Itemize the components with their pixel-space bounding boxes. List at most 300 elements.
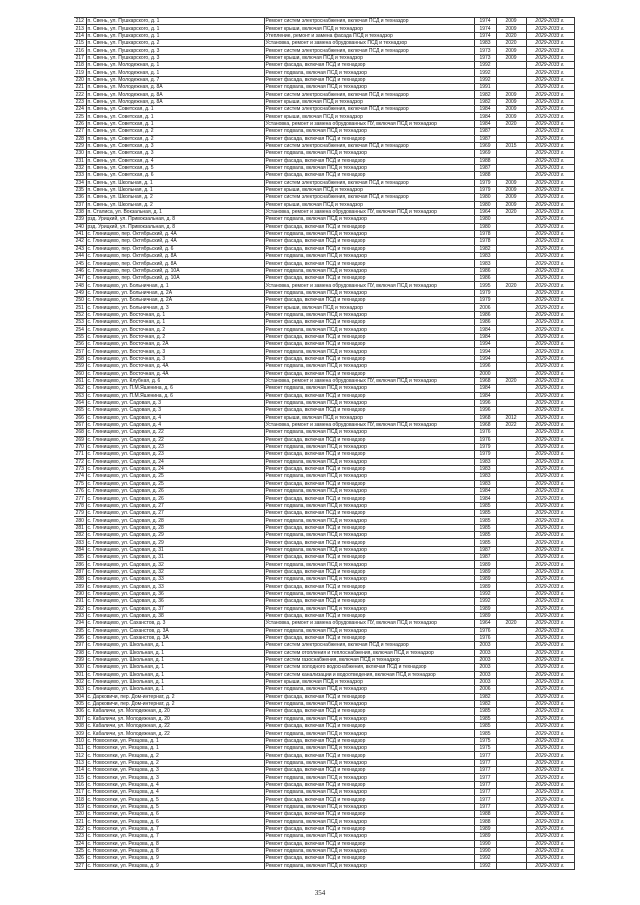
- address-cell: п. Свень, ул. Советская, д. 1: [86, 113, 264, 120]
- work-type-cell: Ремонт фасада, включая ПСД и технадзор: [264, 840, 474, 847]
- build-year-cell: 2000: [474, 370, 496, 377]
- row-number: 216: [74, 47, 86, 54]
- planned-period-cell: 2029-2033 г.: [526, 598, 574, 605]
- build-year-cell: 1984: [474, 333, 496, 340]
- address-cell: с. Глинищево, ул. Садовая, д. 36: [86, 598, 264, 605]
- build-year-cell: 1975: [474, 745, 496, 752]
- last-repair-year-cell: [496, 135, 526, 142]
- build-year-cell: 1995: [474, 282, 496, 289]
- planned-period-cell: 2029-2033 г.: [526, 216, 574, 223]
- row-number: 255: [74, 333, 86, 340]
- table-row: [74, 634, 574, 641]
- build-year-cell: 1994: [474, 348, 496, 355]
- table-row: [74, 803, 574, 810]
- address-cell: п. Свень, ул. Молодежная, д. 7: [86, 76, 264, 83]
- planned-period-cell: 2029-2033 г.: [526, 737, 574, 744]
- last-repair-year-cell: [496, 833, 526, 840]
- address-cell: п. Свень, ул. Пушкарского, д. 3: [86, 54, 264, 61]
- table-row: [74, 532, 574, 539]
- table-row: [74, 862, 574, 869]
- work-type-cell: Ремонт фасада, включая ПСД и технадзор: [264, 275, 474, 282]
- last-repair-year-cell: [496, 311, 526, 318]
- build-year-cell: 1982: [474, 245, 496, 252]
- row-number: 225: [74, 113, 86, 120]
- last-repair-year-cell: [496, 451, 526, 458]
- address-cell: с. Глинищево, пер. Октябрьский, д. 8А: [86, 260, 264, 267]
- row-number: 279: [74, 510, 86, 517]
- address-cell: рзд. Урицкий, ул. Привокзальная, д. 8: [86, 216, 264, 223]
- table-row: [74, 554, 574, 561]
- address-cell: с. Глинищево, ул. Восточная, д. 4А: [86, 363, 264, 370]
- planned-period-cell: 2029-2033 г.: [526, 840, 574, 847]
- work-type-cell: Ремонт фасада, включая ПСД и технадзор: [264, 737, 474, 744]
- last-repair-year-cell: [496, 561, 526, 568]
- build-year-cell: 1969: [474, 150, 496, 157]
- work-type-cell: Ремонт фасада, включая ПСД и технадзор: [264, 781, 474, 788]
- table-row: [74, 730, 574, 737]
- last-repair-year-cell: [496, 465, 526, 472]
- last-repair-year-cell: 2009: [496, 186, 526, 193]
- planned-period-cell: 2029-2033 г.: [526, 223, 574, 230]
- table-row: [74, 524, 574, 531]
- table-row: [74, 473, 574, 480]
- table-row: [74, 620, 574, 627]
- row-number: 270: [74, 443, 86, 450]
- last-repair-year-cell: [496, 576, 526, 583]
- address-cell: с. Новоселки, ул. Резцова, д. 6: [86, 811, 264, 818]
- address-cell: с. Глинищево, ул. Садовая, д. 32: [86, 561, 264, 568]
- table-row: [74, 135, 574, 142]
- address-cell: п. Свень, ул. Школьная, д. 2: [86, 201, 264, 208]
- last-repair-year-cell: [496, 774, 526, 781]
- last-repair-year-cell: [496, 443, 526, 450]
- build-year-cell: 1984: [474, 120, 496, 127]
- work-type-cell: Утепление, ремонт и замена фасада ПСД и технадзор: [264, 32, 474, 39]
- row-number: 326: [74, 855, 86, 862]
- build-year-cell: 2003: [474, 649, 496, 656]
- table-row: [74, 774, 574, 781]
- work-type-cell: Ремонт подвала, включая ПСД и технадзор: [264, 348, 474, 355]
- build-year-cell: 1987: [474, 554, 496, 561]
- planned-period-cell: 2029-2033 г.: [526, 583, 574, 590]
- build-year-cell: 1984: [474, 488, 496, 495]
- row-number: 234: [74, 179, 86, 186]
- build-year-cell: 1977: [474, 796, 496, 803]
- row-number: 318: [74, 796, 86, 803]
- last-repair-year-cell: 2009: [496, 194, 526, 201]
- planned-period-cell: 2029-2033 г.: [526, 54, 574, 61]
- planned-period-cell: 2029-2033 г.: [526, 208, 574, 215]
- work-type-cell: Ремонт подвала, включая ПСД и технадзор: [264, 150, 474, 157]
- row-number: 226: [74, 120, 86, 127]
- table-row: [74, 69, 574, 76]
- planned-period-cell: 2029-2033 г.: [526, 311, 574, 318]
- planned-period-cell: 2029-2033 г.: [526, 150, 574, 157]
- planned-period-cell: 2029-2033 г.: [526, 723, 574, 730]
- build-year-cell: 1989: [474, 576, 496, 583]
- work-type-cell: Ремонт фасада, включая ПСД и технадзор: [264, 855, 474, 862]
- table-row: [74, 833, 574, 840]
- work-type-cell: Ремонт подвала, включая ПСД и технадзор: [264, 311, 474, 318]
- table-row: [74, 245, 574, 252]
- row-number: 278: [74, 502, 86, 509]
- last-repair-year-cell: [496, 796, 526, 803]
- address-cell: п. Свень, ул. Советская, д. 3: [86, 150, 264, 157]
- row-number: 301: [74, 671, 86, 678]
- row-number: 212: [74, 18, 86, 25]
- table-row: [74, 208, 574, 215]
- address-cell: с. Глинищево, ул. Садовая, д. 24: [86, 458, 264, 465]
- last-repair-year-cell: [496, 267, 526, 274]
- build-year-cell: 1985: [474, 532, 496, 539]
- table-row: [74, 267, 574, 274]
- last-repair-year-cell: [496, 289, 526, 296]
- address-cell: с. Глинищево, ул. Садовая, д. 33: [86, 583, 264, 590]
- build-year-cell: 1988: [474, 172, 496, 179]
- address-cell: с. Глинищево, ул. Садовая, д. 4: [86, 421, 264, 428]
- table-row: [74, 186, 574, 193]
- build-year-cell: 1973: [474, 54, 496, 61]
- build-year-cell: 1982: [474, 693, 496, 700]
- address-cell: п. Свень, ул. Пушкарского, д. 2: [86, 40, 264, 47]
- planned-period-cell: 2029-2033 г.: [526, 862, 574, 869]
- address-cell: п. Свень, ул. Школьная, д. 2: [86, 194, 264, 201]
- work-type-cell: Ремонт подвала, включая ПСД и технадзор: [264, 627, 474, 634]
- build-year-cell: 1996: [474, 363, 496, 370]
- build-year-cell: 1973: [474, 47, 496, 54]
- build-year-cell: 1992: [474, 62, 496, 69]
- build-year-cell: 1977: [474, 789, 496, 796]
- row-number: 214: [74, 32, 86, 39]
- last-repair-year-cell: [496, 76, 526, 83]
- row-number: 313: [74, 759, 86, 766]
- planned-period-cell: 2029-2033 г.: [526, 590, 574, 597]
- work-type-cell: Ремонт фасада, включая ПСД и технадзор: [264, 355, 474, 362]
- table-row: [74, 737, 574, 744]
- last-repair-year-cell: 2009: [496, 98, 526, 105]
- row-number: 274: [74, 473, 86, 480]
- last-repair-year-cell: [496, 649, 526, 656]
- last-repair-year-cell: 2012: [496, 414, 526, 421]
- work-type-cell: Ремонт подвала, включая ПСД и технадзор: [264, 561, 474, 568]
- last-repair-year-cell: 2020: [496, 32, 526, 39]
- row-number: 265: [74, 407, 86, 414]
- address-cell: с. Глинищево, ул. Восточная, д. 4А: [86, 370, 264, 377]
- planned-period-cell: 2029-2033 г.: [526, 289, 574, 296]
- address-cell: с. Глинищево, пер. Октябрьский, д. 10А: [86, 275, 264, 282]
- last-repair-year-cell: [496, 656, 526, 663]
- row-number: 249: [74, 289, 86, 296]
- table-row: [74, 370, 574, 377]
- last-repair-year-cell: [496, 583, 526, 590]
- address-cell: с. Глинищево, ул. Восточная, д. 2: [86, 333, 264, 340]
- address-cell: с. Глинищево, ул. Садовая, д. 27: [86, 502, 264, 509]
- table-row: [74, 796, 574, 803]
- address-cell: с. Новоселки, ул. Резцова, д. 7: [86, 825, 264, 832]
- planned-period-cell: 2029-2033 г.: [526, 693, 574, 700]
- address-cell: с. Глинищево, пер. Октябрьский, д. 4А: [86, 238, 264, 245]
- build-year-cell: 1985: [474, 502, 496, 509]
- work-type-cell: Ремонт подвала, включая ПСД и технадзор: [264, 230, 474, 237]
- last-repair-year-cell: [496, 745, 526, 752]
- planned-period-cell: 2029-2033 г.: [526, 576, 574, 583]
- address-cell: с. Новоселки, ул. Резцова, д. 3: [86, 767, 264, 774]
- build-year-cell: 1977: [474, 781, 496, 788]
- table-row: [74, 671, 574, 678]
- build-year-cell: 1985: [474, 539, 496, 546]
- build-year-cell: 1968: [474, 421, 496, 428]
- last-repair-year-cell: [496, 363, 526, 370]
- address-cell: с. Глинищево, ул. Саханстов, д. 3: [86, 620, 264, 627]
- last-repair-year-cell: [496, 598, 526, 605]
- build-year-cell: 1984: [474, 392, 496, 399]
- row-number: 312: [74, 752, 86, 759]
- build-year-cell: 1987: [474, 128, 496, 135]
- row-number: 294: [74, 620, 86, 627]
- row-number: 316: [74, 781, 86, 788]
- work-type-cell: Ремонт крыши, включая ПСД и технадзор: [264, 98, 474, 105]
- last-repair-year-cell: [496, 341, 526, 348]
- row-number: 258: [74, 355, 86, 362]
- table-row: [74, 230, 574, 237]
- table-row: [74, 488, 574, 495]
- last-repair-year-cell: [496, 554, 526, 561]
- last-repair-year-cell: [496, 304, 526, 311]
- address-cell: с. Глинищево, ул. Садовая, д. 27: [86, 510, 264, 517]
- last-repair-year-cell: [496, 164, 526, 171]
- work-type-cell: Ремонт фасада, включая ПСД и технадзор: [264, 157, 474, 164]
- build-year-cell: 1985: [474, 723, 496, 730]
- last-repair-year-cell: [496, 407, 526, 414]
- last-repair-year-cell: [496, 605, 526, 612]
- last-repair-year-cell: [496, 642, 526, 649]
- address-cell: с. Глинищево, ул. Садовая, д. 31: [86, 546, 264, 553]
- address-cell: п. Свень, ул. Пушкарского, д. 3: [86, 47, 264, 54]
- table-row: [74, 377, 574, 384]
- address-cell: с. Глинищево, ул. Школьная, д. 1: [86, 678, 264, 685]
- last-repair-year-cell: [496, 458, 526, 465]
- address-cell: с. Глинищево, ул. Восточная, д. 3: [86, 355, 264, 362]
- work-type-cell: Ремонт подвала, включая ПСД и технадзор: [264, 399, 474, 406]
- work-type-cell: Ремонт фасада, включая ПСД и технадзор: [264, 539, 474, 546]
- planned-period-cell: 2029-2033 г.: [526, 355, 574, 362]
- build-year-cell: 1976: [474, 436, 496, 443]
- address-cell: п. Свень, ул. Молодежная, д. 1: [86, 62, 264, 69]
- planned-period-cell: 2029-2033 г.: [526, 546, 574, 553]
- last-repair-year-cell: [496, 737, 526, 744]
- table-row: [74, 781, 574, 788]
- planned-period-cell: 2029-2033 г.: [526, 671, 574, 678]
- last-repair-year-cell: 2015: [496, 142, 526, 149]
- row-number: 310: [74, 737, 86, 744]
- work-type-cell: Ремонт фасада, включая ПСД и технадзор: [264, 612, 474, 619]
- planned-period-cell: 2029-2033 г.: [526, 458, 574, 465]
- work-type-cell: Ремонт подвала, включая ПСД и технадзор: [264, 847, 474, 854]
- work-type-cell: Ремонт подвала, включая ПСД и технадзор: [264, 700, 474, 707]
- work-type-cell: Ремонт подвала, включая ПСД и технадзор: [264, 789, 474, 796]
- work-type-cell: Ремонт подвала, включая ПСД и технадзор: [264, 745, 474, 752]
- row-number: 303: [74, 686, 86, 693]
- last-repair-year-cell: [496, 781, 526, 788]
- planned-period-cell: 2029-2033 г.: [526, 164, 574, 171]
- row-number: 300: [74, 664, 86, 671]
- last-repair-year-cell: [496, 524, 526, 531]
- build-year-cell: 1974: [474, 18, 496, 25]
- work-type-cell: Ремонт фасада, включая ПСД и технадзор: [264, 554, 474, 561]
- address-cell: п. Свень, ул. Пушкарского, д. 1: [86, 18, 264, 25]
- row-number: 299: [74, 656, 86, 663]
- planned-period-cell: 2029-2033 г.: [526, 113, 574, 120]
- last-repair-year-cell: [496, 825, 526, 832]
- work-type-cell: Ремонт систем электроснабжения, включая ПСД и технадзор: [264, 47, 474, 54]
- work-type-cell: Ремонт фасада, включая ПСД и технадзор: [264, 436, 474, 443]
- work-type-cell: Ремонт систем электроснабжения, включая ПСД и технадзор: [264, 642, 474, 649]
- table-row: [74, 517, 574, 524]
- row-number: 290: [74, 590, 86, 597]
- address-cell: с. Кабаличи, ул. Молодежная, д. 22: [86, 723, 264, 730]
- row-number: 315: [74, 774, 86, 781]
- table-row: [74, 855, 574, 862]
- build-year-cell: 2006: [474, 686, 496, 693]
- row-number: 276: [74, 488, 86, 495]
- last-repair-year-cell: [496, 473, 526, 480]
- last-repair-year-cell: [496, 333, 526, 340]
- planned-period-cell: 2029-2033 г.: [526, 267, 574, 274]
- work-type-cell: Ремонт подвала, включая ПСД и технадзор: [264, 473, 474, 480]
- table-row: [74, 355, 574, 362]
- row-number: 305: [74, 700, 86, 707]
- table-row: [74, 319, 574, 326]
- table-row: [74, 723, 574, 730]
- planned-period-cell: 2029-2033 г.: [526, 120, 574, 127]
- work-type-cell: Ремонт фасада, включая ПСД и технадзор: [264, 767, 474, 774]
- build-year-cell: 1989: [474, 605, 496, 612]
- planned-period-cell: 2029-2033 г.: [526, 480, 574, 487]
- address-cell: с. Глинищево, ул. Садовая, д. 23: [86, 451, 264, 458]
- build-year-cell: 1986: [474, 275, 496, 282]
- last-repair-year-cell: [496, 708, 526, 715]
- last-repair-year-cell: [496, 348, 526, 355]
- row-number: 288: [74, 576, 86, 583]
- build-year-cell: 1976: [474, 429, 496, 436]
- row-number: 320: [74, 811, 86, 818]
- work-type-cell: Ремонт систем газоснабжения, включая ПСД и технадзор: [264, 656, 474, 663]
- address-cell: п. Свень, ул. Советская, д. 2: [86, 135, 264, 142]
- last-repair-year-cell: [496, 803, 526, 810]
- row-number: 295: [74, 627, 86, 634]
- work-type-cell: Ремонт фасада, включая ПСД и технадзор: [264, 524, 474, 531]
- work-type-cell: Ремонт фасада, включая ПСД и технадзор: [264, 319, 474, 326]
- table-row: [74, 561, 574, 568]
- work-type-cell: Ремонт фасада, включая ПСД и технадзор: [264, 333, 474, 340]
- address-cell: с. Глинищево, ул. Садовая, д. 26: [86, 495, 264, 502]
- table-row: [74, 120, 574, 127]
- table-row: [74, 715, 574, 722]
- build-year-cell: 1980: [474, 194, 496, 201]
- address-cell: с. Кабаличи, ул. Молодежная, д. 22: [86, 730, 264, 737]
- table-row: [74, 98, 574, 105]
- build-year-cell: 1979: [474, 451, 496, 458]
- last-repair-year-cell: 2009: [496, 25, 526, 32]
- planned-period-cell: 2029-2033 г.: [526, 282, 574, 289]
- build-year-cell: 1990: [474, 840, 496, 847]
- last-repair-year-cell: 2020: [496, 120, 526, 127]
- planned-period-cell: 2029-2033 г.: [526, 642, 574, 649]
- last-repair-year-cell: [496, 532, 526, 539]
- work-type-cell: Ремонт подвала, включая ПСД и технадзор: [264, 590, 474, 597]
- build-year-cell: 1968: [474, 377, 496, 384]
- row-number: 219: [74, 69, 86, 76]
- row-number: 263: [74, 392, 86, 399]
- planned-period-cell: 2029-2033 г.: [526, 25, 574, 32]
- address-cell: с. Новоселки, ул. Резцова, д. 6: [86, 818, 264, 825]
- planned-period-cell: 2029-2033 г.: [526, 759, 574, 766]
- work-type-cell: Ремонт подвала, включая ПСД и технадзор: [264, 443, 474, 450]
- work-type-cell: Установка, ремонт и замена обрудованных ПУ, включая ПСД и технадзор: [264, 620, 474, 627]
- work-type-cell: Ремонт систем отопления и теплоснабжения, включая ПСД и технадзор: [264, 649, 474, 656]
- build-year-cell: 1976: [474, 627, 496, 634]
- work-type-cell: Ремонт фасада, включая ПСД и технадзор: [264, 568, 474, 575]
- address-cell: с. Глинищево, ул. Садовая, д. 28: [86, 517, 264, 524]
- last-repair-year-cell: [496, 436, 526, 443]
- page-number: 354: [314, 889, 326, 897]
- build-year-cell: 2003: [474, 656, 496, 663]
- table-row: [74, 583, 574, 590]
- row-number: 268: [74, 429, 86, 436]
- table-row: [74, 142, 574, 149]
- last-repair-year-cell: [496, 150, 526, 157]
- last-repair-year-cell: [496, 370, 526, 377]
- work-type-cell: Ремонт фасада, включая ПСД и технадзор: [264, 260, 474, 267]
- work-type-cell: Установка, ремонт и замена обрудованных ПУ, включая ПСД и технадзор: [264, 120, 474, 127]
- work-type-cell: Ремонт подвала, включая ПСД и технадзор: [264, 686, 474, 693]
- address-cell: с. Новоселки, ул. Резцова, д. 3: [86, 774, 264, 781]
- planned-period-cell: 2029-2033 г.: [526, 326, 574, 333]
- work-type-cell: Ремонт фасада, включая ПСД и технадзор: [264, 480, 474, 487]
- address-cell: п. Свень, ул. Молодежная, д. 8А: [86, 84, 264, 91]
- address-cell: с. Новоселки, ул. Резцова, д. 1: [86, 737, 264, 744]
- table-row: [74, 216, 574, 223]
- work-type-cell: Ремонт подвала, включая ПСД и технадзор: [264, 69, 474, 76]
- address-cell: с. Глинищево, ул. Больничная, д. 1: [86, 282, 264, 289]
- row-number: 222: [74, 91, 86, 98]
- table-row: [74, 436, 574, 443]
- planned-period-cell: 2029-2033 г.: [526, 473, 574, 480]
- row-number: 302: [74, 678, 86, 685]
- table-row: [74, 759, 574, 766]
- last-repair-year-cell: [496, 517, 526, 524]
- planned-period-cell: 2029-2033 г.: [526, 18, 574, 25]
- last-repair-year-cell: [496, 730, 526, 737]
- build-year-cell: 1984: [474, 495, 496, 502]
- work-type-cell: Ремонт крыши, включая ПСД и технадзор: [264, 186, 474, 193]
- build-year-cell: 1984: [474, 326, 496, 333]
- planned-period-cell: 2029-2033 г.: [526, 620, 574, 627]
- row-number: 324: [74, 840, 86, 847]
- work-type-cell: Ремонт подвала, включая ПСД и технадзор: [264, 253, 474, 260]
- address-cell: п. Свень, ул. Пушкарского, д. 1: [86, 32, 264, 39]
- table-row: [74, 76, 574, 83]
- planned-period-cell: 2029-2033 г.: [526, 348, 574, 355]
- work-type-cell: Ремонт подвала, включая ПСД и технадзор: [264, 429, 474, 436]
- address-cell: с. Глинищево, ул. Саханстов, д. 3А: [86, 634, 264, 641]
- address-cell: с. Глинищево, ул. Саханстов, д. 3А: [86, 627, 264, 634]
- row-number: 306: [74, 708, 86, 715]
- row-number: 285: [74, 554, 86, 561]
- table-row: [74, 700, 574, 707]
- build-year-cell: 1984: [474, 106, 496, 113]
- address-cell: с. Новоселки, ул. Резцова, д. 1: [86, 745, 264, 752]
